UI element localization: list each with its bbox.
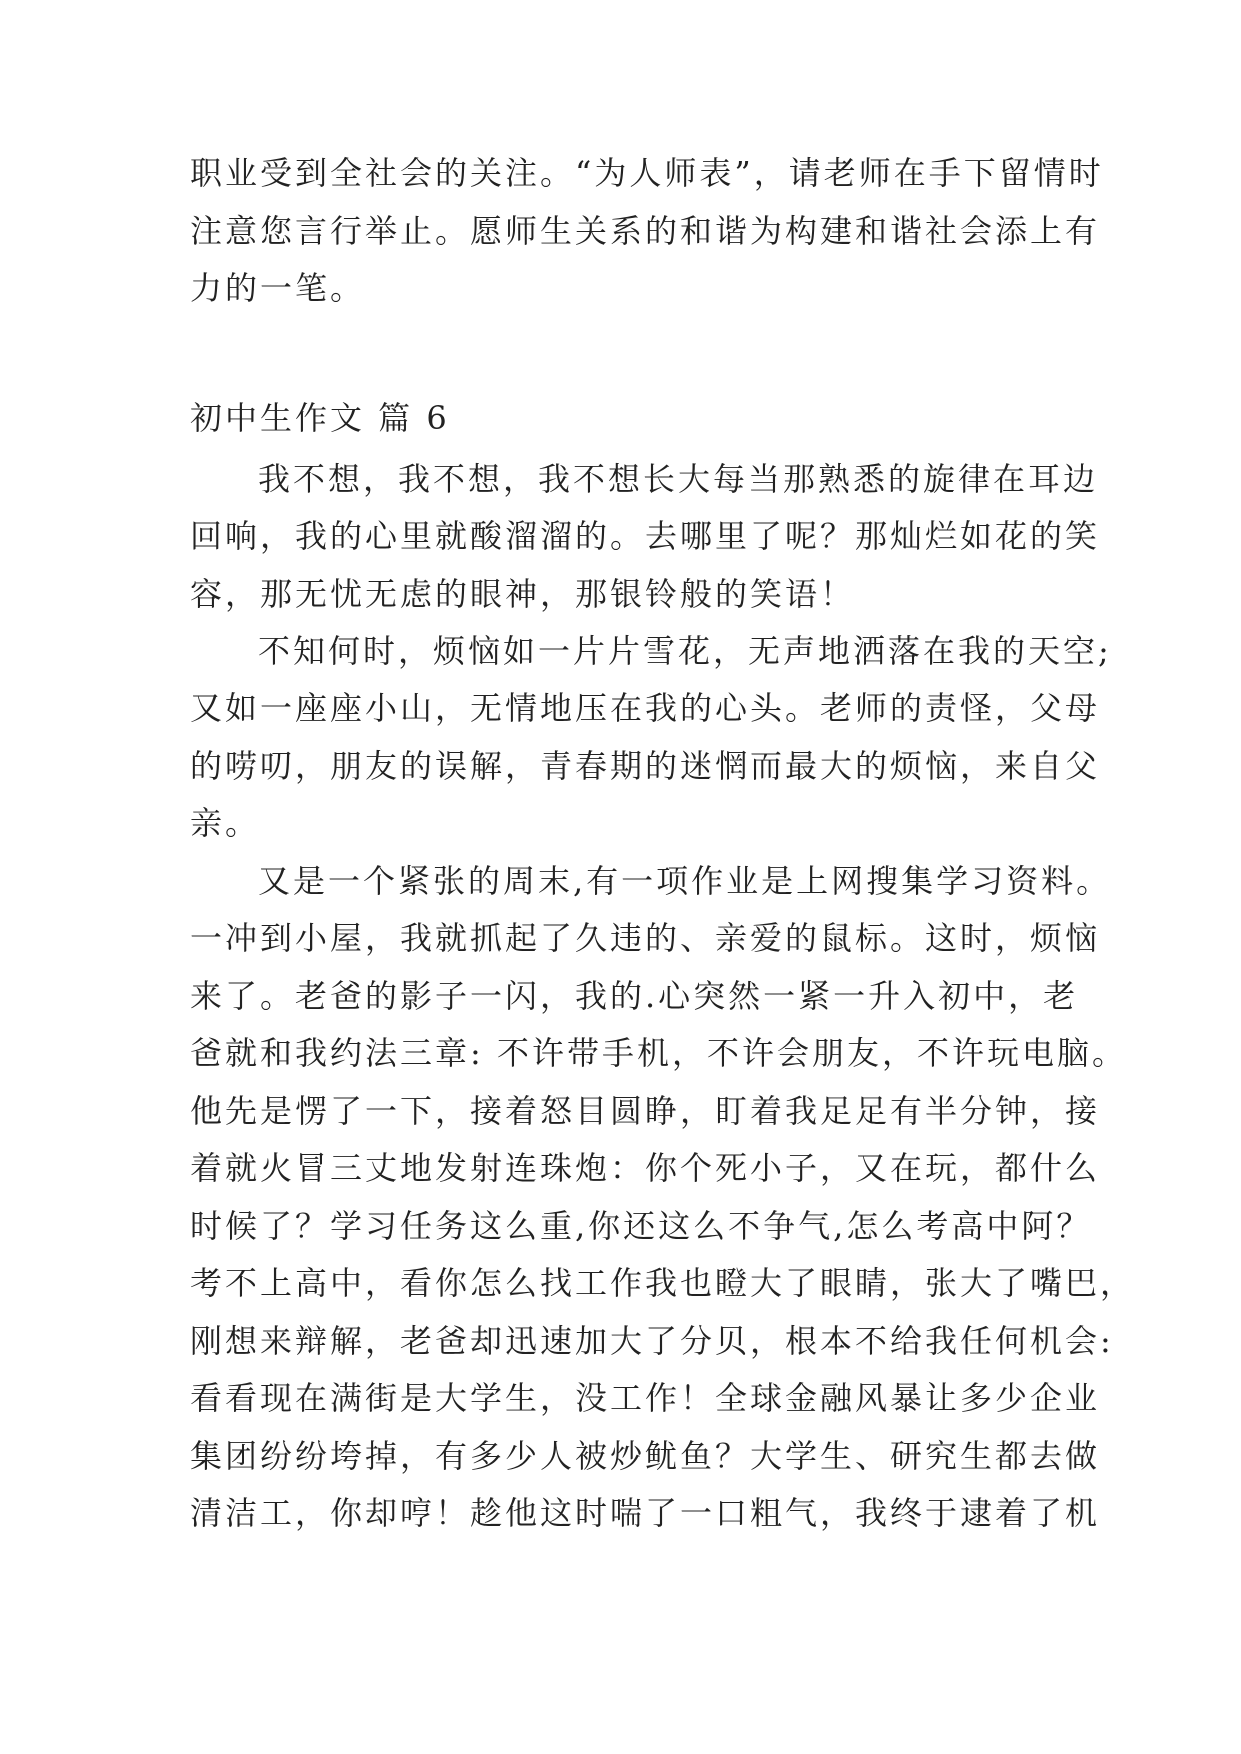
paragraph-2-line-4: 亲。 [190, 804, 261, 842]
paragraph-3-line-5: 他先是愣了一下，接着怒目圆睁，盯着我足足有半分钟，接 [190, 1092, 1101, 1130]
paragraph-2-line-3: 的唠叨，朋友的误解，青春期的迷惘而最大的烦恼，来自父 [190, 747, 1101, 785]
intro-line-3: 力的一笔。 [190, 269, 366, 307]
intro-line-2: 注意您言行举止。愿师生关系的和谐为构建和谐社会添上有 [190, 212, 1101, 250]
paragraph-3-line-8: 考不上高中，看你怎么找工作我也瞪大了眼睛，张大了嘴巴， [190, 1264, 1136, 1302]
paragraph-3-line-6: 着就火冒三丈地发射连珠炮：你个死小子，又在玩，都什么 [190, 1149, 1101, 1187]
paragraph-3-line-11: 集团纷纷垮掉，有多少人被炒鱿鱼？大学生、研究生都去做 [190, 1437, 1101, 1475]
paragraph-3-line-3: 来了。老爸的影子一闪，我的.心突然一紧一升入初中，老 [190, 977, 1079, 1015]
paragraph-3-line-7: 时候了？学习任务这么重,你还这么不争气,怎么考高中阿？ [190, 1207, 1092, 1245]
paragraph-3-line-10: 看看现在满街是大学生，没工作！全球金融风暴让多少企业 [190, 1379, 1101, 1417]
paragraph-3-line-2: 一冲到小屋，我就抓起了久违的、亲爱的鼠标。这时，烦恼 [190, 919, 1101, 957]
intro-line-1: 职业受到全社会的关注。“为人师表”，请老师在手下留情时 [190, 154, 1104, 192]
paragraph-2-line-2: 又如一座座小山，无情地压在我的心头。老师的责怪，父母 [190, 689, 1101, 727]
paragraph-3-line-1: 又是一个紧张的周末,有一项作业是上网搜集学习资料。 [258, 862, 1112, 900]
paragraph-3-line-9: 刚想来辩解，老爸却迅速加大了分贝，根本不给我任何机会: [190, 1322, 1114, 1360]
paragraph-3-line-12: 清洁工，你却哼！趁他这时喘了一口粗气，我终于逮着了机 [190, 1494, 1101, 1532]
paragraph-1-line-3: 容，那无忧无虑的眼神，那银铃般的笑语！ [190, 575, 856, 613]
paragraph-2-line-1: 不知何时，烦恼如一片片雪花，无声地洒落在我的天空; [258, 632, 1112, 670]
paragraph-1-line-1: 我不想，我不想，我不想长大每当那熟悉的旋律在耳边 [258, 460, 1099, 498]
section-title: 初中生作文 篇 6 [190, 399, 450, 437]
paragraph-3-line-4: 爸就和我约法三章: 不许带手机，不许会朋友，不许玩电脑。 [190, 1034, 1127, 1072]
paragraph-1-line-2: 回响，我的心里就酸溜溜的。去哪里了呢？那灿烂如花的笑 [190, 517, 1101, 555]
